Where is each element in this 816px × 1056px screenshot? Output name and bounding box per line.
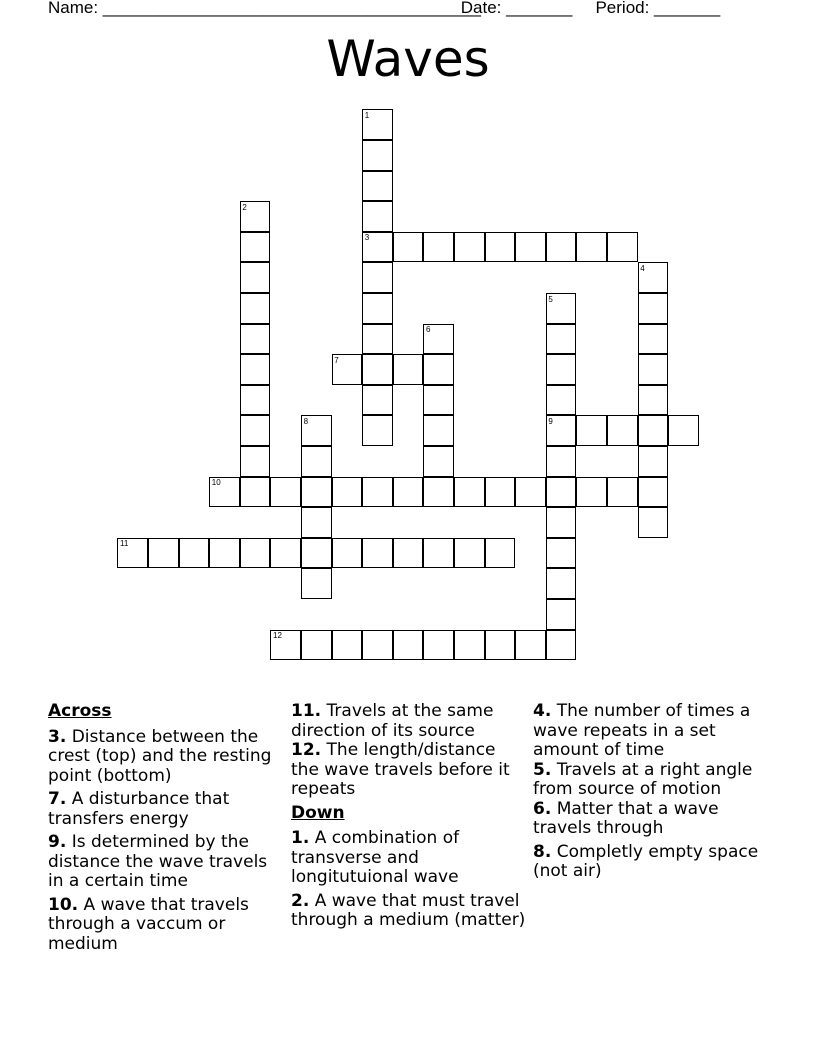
clues-column-3 [533, 702, 769, 886]
cell-number: 11 [120, 539, 129, 549]
grid-cell[interactable] [240, 477, 271, 508]
grid-cell[interactable] [393, 630, 424, 661]
grid-cell[interactable] [638, 354, 669, 385]
cell-number: 5 [548, 294, 553, 304]
clue-down-1: 1. A combination of transverse and longitutuional wave [291, 828, 460, 887]
cell-number: 10 [211, 478, 221, 488]
grid-cell[interactable] [362, 477, 393, 508]
grid-cell[interactable] [301, 507, 332, 538]
grid-cell[interactable] [332, 538, 363, 569]
clues-column-2 [291, 702, 527, 935]
grid-cell[interactable] [546, 232, 577, 263]
grid-cell[interactable] [362, 171, 393, 202]
name-field[interactable]: Name: ________________________________________ [48, 0, 481, 17]
cell-number: 4 [640, 264, 645, 273]
grid-cell[interactable] [362, 324, 393, 355]
grid-cell[interactable] [546, 354, 577, 385]
grid-cell[interactable] [515, 630, 546, 661]
grid-cell[interactable] [240, 293, 271, 324]
grid-cell[interactable] [668, 415, 699, 446]
grid-cell[interactable] [179, 538, 210, 569]
grid-cell[interactable] [362, 262, 393, 293]
grid-cell[interactable] [362, 354, 393, 385]
clue-across-10: 10. A wave that travels through a vaccum or medium [48, 894, 249, 954]
grid-cell[interactable] [546, 599, 577, 630]
grid-cell[interactable] [240, 324, 271, 355]
grid-cell[interactable] [301, 568, 332, 599]
grid-cell[interactable] [546, 507, 577, 538]
grid-cell[interactable] [454, 538, 485, 569]
grid-cell[interactable] [301, 477, 332, 508]
grid-cell[interactable] [485, 538, 516, 569]
grid-cell[interactable] [240, 446, 271, 477]
grid-cell[interactable] [301, 446, 332, 477]
date-field[interactable]: Date: _______ [460, 0, 573, 17]
clues-column-1 [48, 702, 284, 958]
grid-cell[interactable] [270, 538, 301, 569]
grid-cell[interactable] [393, 354, 424, 385]
grid-cell[interactable] [546, 446, 577, 477]
grid-cell[interactable] [576, 415, 607, 446]
grid-cell[interactable] [576, 477, 607, 508]
grid-cell[interactable] [546, 538, 577, 569]
grid-cell[interactable] [423, 477, 454, 508]
grid-cell[interactable] [546, 568, 577, 599]
grid-cell[interactable] [638, 477, 669, 508]
grid-cell[interactable] [546, 630, 577, 661]
grid-cell[interactable] [485, 477, 516, 508]
grid-cell[interactable] [485, 232, 516, 263]
grid-cell[interactable] [301, 630, 332, 661]
period-field[interactable]: Period: _______ [595, 0, 721, 17]
grid-cell[interactable] [423, 538, 454, 569]
grid-cell[interactable] [148, 538, 179, 569]
clue-down-6: 6. Matter that a wave travels through [533, 798, 719, 838]
cell-number: 1 [364, 111, 370, 120]
grid-cell[interactable] [362, 630, 393, 661]
grid-cell[interactable] [454, 630, 485, 661]
clue-down-2: 2. A wave that must travel through a medium (matter) [291, 890, 526, 930]
grid-cell[interactable] [546, 324, 577, 355]
grid-cell[interactable] [638, 293, 669, 324]
clue-across-12: 12. The length/distance the wave travels before it repeats [291, 740, 510, 799]
cell-number: 6 [426, 325, 431, 335]
grid-cell[interactable] [638, 324, 669, 355]
grid-cell[interactable] [607, 415, 638, 446]
grid-cell[interactable] [362, 538, 393, 569]
grid-cell[interactable] [423, 354, 454, 385]
clue-across-11: 11. Travels at the same direction of its source [291, 701, 494, 741]
grid-cell[interactable] [546, 385, 577, 416]
grid-cell[interactable] [362, 293, 393, 324]
grid-cell[interactable] [638, 446, 669, 477]
grid-cell[interactable] [515, 232, 546, 263]
grid-cell[interactable] [301, 538, 332, 569]
grid-cell[interactable] [393, 232, 424, 263]
grid-cell[interactable] [332, 477, 363, 508]
grid-cell[interactable] [515, 477, 546, 508]
clue-across-3: 3. Distance between the crest (top) and the resting point (bottom) [48, 726, 272, 786]
grid-cell[interactable] [240, 538, 271, 569]
grid-cell[interactable] [423, 232, 454, 263]
down-heading: Down [291, 802, 345, 823]
cell-number: 8 [303, 417, 309, 426]
cell-number: 7 [334, 355, 339, 365]
clue-down-4: 4. The number of times a wave repeats in a set amount of time [533, 701, 751, 760]
grid-cell[interactable] [638, 415, 669, 446]
cell-number: 9 [548, 417, 553, 426]
grid-cell[interactable] [454, 477, 485, 508]
cell-number: 2 [242, 202, 247, 212]
grid-cell[interactable] [607, 477, 638, 508]
grid-cell[interactable] [362, 385, 393, 416]
clue-across-9: 9. Is determined by the distance the wave travels in a certain time [48, 832, 268, 891]
grid-cell[interactable] [240, 354, 271, 385]
clue-down-8: 8. Completly empty space (not air) [533, 841, 759, 881]
grid-cell[interactable] [454, 232, 485, 263]
grid-cell[interactable] [576, 232, 607, 263]
grid-cell[interactable] [423, 446, 454, 477]
grid-cell[interactable] [209, 538, 240, 569]
grid-cell[interactable] [393, 538, 424, 569]
grid-cell[interactable] [362, 140, 393, 171]
grid-cell[interactable] [332, 630, 363, 661]
grid-cell[interactable] [546, 477, 577, 508]
clue-down-5: 5. Travels at a right angle from source of motion [533, 759, 753, 799]
grid-cell[interactable] [362, 201, 393, 232]
cell-number: 3 [364, 233, 370, 243]
grid-cell[interactable] [240, 232, 271, 263]
grid-cell[interactable] [240, 415, 271, 446]
grid-cell[interactable] [423, 630, 454, 661]
cell-number: 12 [273, 631, 282, 641]
grid-cell[interactable] [638, 385, 669, 416]
grid-cell[interactable] [607, 232, 638, 263]
grid-cell[interactable] [393, 477, 424, 508]
grid-cell[interactable] [423, 415, 454, 446]
clue-across-7: 7. A disturbance that transfers energy [48, 789, 230, 829]
page-title: Waves [326, 30, 490, 88]
grid-cell[interactable] [362, 415, 393, 446]
grid-cell[interactable] [270, 477, 301, 508]
grid-cell[interactable] [638, 507, 669, 538]
across-heading: Across [48, 701, 112, 721]
grid-cell[interactable] [485, 630, 516, 661]
grid-cell[interactable] [240, 385, 271, 416]
grid-cell[interactable] [423, 385, 454, 416]
grid-cell[interactable] [240, 262, 271, 293]
